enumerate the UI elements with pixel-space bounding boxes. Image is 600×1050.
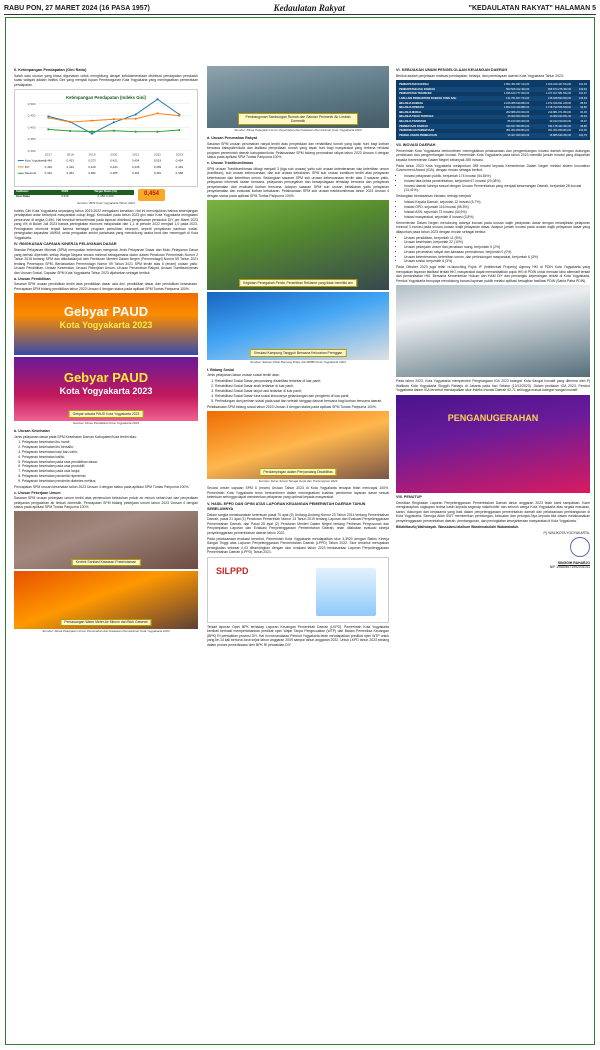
finance-cell: 262.888.200.000,00	[506, 110, 530, 114]
paud-banner-label: Gebyar wisuda PAUD Kota Yogyakarta 2023	[69, 410, 144, 417]
health-list	[14, 440, 198, 483]
chart-data-label: 0,459	[153, 164, 162, 169]
chart-x-tick: 2021	[132, 152, 140, 157]
chart-legend-label: DIY	[24, 164, 30, 169]
chart-legend-label: Kota Yogyakarta	[24, 158, 46, 163]
chart-data-label: 0,423	[66, 158, 74, 163]
sosial-item: 3. Rehabilitasi Sosial Dasar lanjut usia terlantar di luar panti;	[215, 389, 389, 393]
chart-x-tick: 2017	[44, 152, 52, 157]
chart-data-label: 0,388	[175, 171, 183, 176]
chart-data-label: 0,446	[44, 158, 53, 163]
photo-simulasi	[207, 292, 389, 360]
heading-gini: 6. Ketimpangan Pendapatan (Gini Ratio)	[14, 68, 87, 72]
paud-banner-2-title: Gebyar PAUD	[63, 369, 149, 385]
chart-y-tick: 0,400	[27, 125, 36, 130]
inovasi-list	[396, 174, 590, 193]
gini-ratio-table	[14, 190, 134, 200]
finance-cell: 99,86	[580, 124, 587, 128]
gini-table-h0: Indikator	[16, 189, 29, 194]
para-inovasi-3: Sedangkan berdasarkan inisiator, terbagi menjadi:	[396, 194, 472, 199]
finance-cell: BELANJA DAERAH	[399, 101, 424, 105]
finance-cell: BELANJA MODAL	[399, 110, 422, 114]
signature-block	[396, 531, 590, 570]
chart-data-label: 0,382	[88, 171, 96, 176]
finance-cell: 351.064.059.804,00	[548, 129, 572, 133]
source-pu: Sumber: Dinas Pekerjaan Umum Perumahan dan Kawasan Permukiman Kota Yogyakarta 2023	[42, 629, 170, 634]
finance-cell: 92,80	[580, 106, 587, 110]
source-satpol: Sumber: Satuan Polisi Pamong Praja, dan BPBD Kota Yogyakarta 2023	[250, 359, 346, 364]
inovasi-item: • Inovasi pelayanan publik, berjumlah 174 inovasi (54,54%)	[404, 174, 590, 178]
chart-x-tick: 2023	[175, 152, 183, 157]
finance-cell: 102,93	[578, 96, 587, 100]
finance-cell: 2.226.088.639.880,00	[503, 101, 530, 105]
chart-data-label: 0,391	[44, 171, 53, 176]
chart-data-label: 0,385	[110, 171, 118, 176]
chart-series-line	[48, 99, 179, 133]
finance-cell: 334.637.059.804,00	[506, 124, 530, 128]
paud-banner-1-sub: Kota Yogyakarta 2023	[59, 319, 153, 330]
finance-cell: 1.972.949.991.268,00	[545, 101, 572, 105]
photo-sanitasi	[14, 511, 198, 569]
health-item: 3. Pelayanan kesehatan bayi baru lahir;	[22, 450, 198, 454]
gini-table-c1: 0,519	[61, 194, 69, 199]
finance-cell: 131.761.607.744,00	[506, 96, 530, 100]
para-spm: Standar Pelayanan Minimal (SPM) merupakan ketentuan mengenai Jenis Pelayanan Dasar dan Mutu Pelayanan Dasar yang berhak diperoleh setiap Warga Negara secara minimal sebagaimana diatur dalam Peraturan Pemerintah Nomor 2 Tahun 2018 tentang SPM dan ditindaklanjuti oleh Peraturan Menteri Dalam Negeri (Permendagri) Nomor 59 Tahun 2021 tentang Penerapan SPM. Berdasarkan Permendagri Nomor 59 Tahun 2021 SPM terdiri atas 6 (enam) urusan yaitu: Urusan Pendidikan, Urusan Kesehatan, Urusan Pekerjaan Umum, Urusan Perumahan Rakyat, Urusan Trantibumlinmas dan Urusan Sosial. Capaian SPM Kota Yogyakarta Tahun 2023 dijabarkan sebagai berikut:	[14, 248, 198, 275]
chart-data-label: 0,428	[88, 164, 96, 169]
sign-stamp	[570, 537, 590, 557]
chart-point	[91, 120, 93, 122]
finance-cell: 101,03	[578, 83, 587, 87]
chart-data-label: 0,381	[132, 171, 140, 176]
finance-cell: 102,79	[578, 133, 587, 137]
para-inovasi-2: Pada tahun 2023 Kota Yogyakarta melaporkan 285 inovasi kepada Kementerian Dalam Negeri melalui sistem Innovation Government Award (IGA), dengan rincian sebagai berikut:	[396, 163, 590, 173]
heading-pendidikan: a. Urusan Pendidikan	[14, 276, 51, 281]
paud-banner-2	[14, 357, 198, 421]
chart-x-tick: 2020	[110, 152, 118, 157]
photo-sambungan	[207, 66, 389, 128]
chart-data-label: 0,436	[132, 164, 140, 169]
para-pu: Sasaran SPM urusan pekerjaan umum terdiri atas pemenuhan kebutuhan pokok air minum sehari-hari dan penyediaan pelayanan pengolahan air limbah domestik. Pencapaian SPM bidang pekerjaan umum tahun 2023 Urusan 4 dengan status pada aplikasi SPM Tuntas Paripurna 100%.	[14, 496, 198, 510]
inisiator-list	[396, 200, 590, 219]
chart-point	[156, 98, 158, 100]
gini-badge: 0,454	[138, 189, 165, 201]
heading-kesehatan: b. Urusan Kesehatan	[14, 428, 50, 433]
chart-data-label: 0,421	[110, 158, 118, 163]
chart-series-line	[48, 113, 179, 122]
photo-iga-group	[396, 285, 590, 377]
finance-cell: 35,07	[580, 119, 587, 123]
urusan-list	[396, 236, 590, 264]
para-gini-2: Indeks Gini Kota Yogyakarta sepanjang tahun 2019-2022 mengalami kenaikan. Hal ini menunjukkan bahwa kesenjangan pendapatan antar kelompok masyarakat cukup tinggi. Kemudian pada tahun 2023 gini rasio Kota Yogyakarta mengalami penurunan di angka 0,454. Hal tersebut terkonfirmasi pada laporan distribusi pengeluaran penduduk DIY per Maret 2023 yang 4% di Bulan Juli 2023 bahwa peningkatan ekonomi masyarakat dari 1,1 di periode 2022 menjadi 1,0 pada 2023. Peningkatan ekonomi terjadi karena berbagai program pemulihan ekonomi, seperti penyaluran bantuan sosial, peningkatan kapasitas UMKM, serta penguatan sektor pariwisata yang mendukung usaha kecil dan menengah di Kota Yogyakarta.	[14, 208, 198, 240]
finance-cell: 135.628.590.500,00	[548, 96, 572, 100]
header-masthead: Kedaulatan Rakyat	[273, 2, 345, 13]
column-right	[396, 66, 590, 570]
para-spm-summary: Secara umum capaian SPM 6 (enam) Urusan Tahun 2023 di Kota Yogyakarta tercapai telah mencapai 100%. Pemerintah Kota Yogyakarta terus berkomitmen dalam meningkatkan kualitas pemberian layanan dasar sesuai ketentuan sehingga dapat memberikan pelayanan yang optimal kepada masyarakat.	[207, 486, 389, 500]
gini-table	[14, 189, 198, 201]
finance-cell: 40,33	[580, 115, 587, 119]
chart-point	[178, 115, 180, 117]
chart-data-label: 0,454	[132, 158, 140, 163]
finance-cell: 100,49	[578, 87, 587, 91]
finance-cell: 1.107.917.581.592,00	[545, 92, 572, 96]
chart-point	[69, 130, 71, 132]
finance-table	[398, 82, 588, 137]
finance-row	[398, 133, 588, 138]
chart-x-tick: 2019	[88, 152, 96, 157]
column-middle	[207, 66, 389, 649]
health-item: 9. Pelayanan kesehatan penderita diabetes melitus;	[22, 479, 198, 483]
finance-cell: 666.674.275.452,00	[548, 87, 572, 91]
chart-data-label: 0,422	[66, 164, 74, 169]
urusan-item: • Urusan pekerjaan umum dan penataan ruang, berjumlah 5 (2%)	[404, 245, 590, 249]
health-item: 2. Pelayanan kesehatan ibu bersalin;	[22, 445, 198, 449]
finance-cell: 10.082.044.651,00	[549, 115, 572, 119]
para-inovasi-5: Pada Oktober 2023 juga telah re-launching Pojok IP (Intellectual Property) Agency HKI di PDIN Kota Yogyakarta yang merupakan layanan fasilitasi terkait HKI, masyarakat dapat memanfaatkan pojok HKI di PDIN untuk mencari tahu alternatif terkait dari pemanfaatan HKI. Bersama Kementerian Hukum dan HAM DIY dan pemangku kepentingan terkait di Kota Yogyakarta, Pemkot Yogyakarta berupaya mendukung inovasi layanan publik melalui aplikasi kewajiban fasilitasi PDIN (Satria Patra PDIN).	[396, 265, 590, 283]
chart-point	[47, 128, 49, 130]
inisiator-item: • Inisiasi Kepala Daerah, sejumlah 12 inovasi (5,7%)	[404, 200, 590, 204]
sign-title: Pj. WALIKOTA YOGYAKARTA,	[543, 530, 590, 535]
source-dpu: Sumber: Dinas Pekerjaan Umum Perumahan dan Kawasan Permukiman Kota Yogyakarta 2023	[234, 128, 362, 132]
heading-keuangan: VI. KEBIJAKAN UMUM PENGELOLAAN KEUANGAN DAERAH	[396, 68, 508, 72]
chart-y-tick: 0,450	[27, 113, 36, 118]
health-item: 1. Pelayanan kesehatan ibu hamil;	[22, 440, 198, 444]
photo-disabilitas	[207, 411, 389, 479]
photo-penertiban-label: Kegiatan Penegakan Perda, Penertiban Reklame yang tidak memiliki izin	[239, 279, 357, 286]
finance-cell: 351.064.059.804,00	[506, 129, 530, 133]
photo-water-meter-label: Pemasangan Water Meter Air Minum dan Blok Gaweah	[60, 619, 151, 626]
finance-cell: 1.910.220.447.544,00	[545, 83, 572, 87]
chart-y-tick: 0,350	[27, 137, 36, 142]
chart-point	[156, 131, 158, 133]
chart-data-label: 0,519	[153, 158, 162, 163]
para-perumahan: Sasaran SPM urusan perumahan rakyat terdiri atas penyediaan dan rehabilitasi rumah yang layak huni bagi korban bencana kabupaten/kota dan fasilitasi penyediaan rumah yang layak huni bagi masyarakat yang terkena relokasi program pemerintah daerah kabupaten/kota. Pelaksanaan SPM bidang perumahan rakyat tahun 2023 Urusan 4 dengan status pada aplikasi SPM Tuntas Paripurna 100%.	[207, 141, 389, 160]
finance-cell: 663.526.312.400,00	[506, 87, 530, 91]
photo-sanitasi-label: Kerbek Sanitasi Kawasan Prawirotaman	[72, 559, 141, 566]
para-eppd-2: Pada pelaksanaan evaluasi tersebut, Pemerintah Kota Yogyakarta mendapatkan skor 3,3920 dengan Status Kinerja Sangat Tinggi atas Laporan Penyelenggaraan Pemerintahan Daerah (LPPD) Tahun 2022. Skor tersebut merupakan peningkatan sebesar 0,03 dibandingkan dengan skor evaluasi tahun 2023 berdasarkan Laporan Penyelenggaraan Pemerintahan Daerah (LPPD) Tahun 2021.	[207, 536, 389, 555]
chart-data-label: 0,449	[175, 164, 183, 169]
inovasi-item: • Inovasi daerah lainnya sesuai dengan Urusan Pemerintahan yang menjadi kewenangan Daerah, berjumlah 28 inovasi (13,41%).	[404, 184, 590, 193]
sosial-list	[207, 379, 389, 403]
chart-point	[113, 118, 115, 120]
finance-cell: BELANJA TIDAK TERDUGA	[399, 115, 434, 119]
chart-legend-label: Nasional	[24, 171, 37, 176]
chart-y-tick: 0,500	[27, 101, 36, 106]
para-inovasi-4: Kementerian Dalam Negeri mendorong adanya inovasi pada urusan wajib pelayanan dasar dengan mewajibkan pelaporan minimal 3 inovasi pada urusan-urusan wajib pelayanan dasar. Adapun jumlah inovasi pada urusan wajib pelayanan dasar yang dilaporkan pada tahun 2023 dengan rincian sebagai berikut:	[396, 220, 590, 234]
photo-water-meter	[14, 571, 198, 629]
chart-point	[69, 121, 71, 123]
health-item: 8. Pelayanan kesehatan penderita hipertensi;	[22, 474, 198, 478]
paud-banner-1	[14, 293, 198, 355]
photo-disabilitas-label: Pendampingan dalam Penyandang Disabilitas	[259, 468, 336, 475]
chart-data-label: 0,434	[110, 164, 118, 169]
photo-award	[396, 395, 590, 493]
header-date: RABU PON, 27 MARET 2024 (16 PASA 1957)	[4, 4, 150, 12]
finance-table-wrap	[396, 80, 590, 139]
photo-sambungan-label: Pembangunan Sambungan Rumah dan Saluran Perimeter Air Limbah Domestik	[238, 113, 358, 125]
finance-cell: 16.427.000.000,00	[507, 133, 530, 137]
para-kesehatan: Jenis pelayanan dasar pada SPM Kesehatan Daerah Kabupaten/Kota terdiri atas:	[14, 434, 137, 439]
urusan-item: • Urusan ketenteraman, ketertiban umum, dan perlindungan masyarakat, berjumlah 6 (3%)	[404, 255, 590, 259]
gini-table-c2: 0,450-0,460	[97, 194, 114, 199]
inovasi-item: • Inovasi tata kelola pemerintahan, berjumlah 67 inovasi (20,08%)	[404, 179, 590, 183]
chart-point	[113, 121, 115, 123]
heading-inovasi: VII. INOVASI DAERAH	[396, 142, 436, 147]
sign-name: SINGGIH RAHARJO	[557, 560, 590, 565]
heading-sosial: f. Bidang Sosial	[207, 367, 234, 372]
para-sosial: Jenis pelayanan dasar urusan sosial terdiri atas:	[207, 373, 280, 378]
inisiator-item: • Inisiasi masyarakat, sejumlah 8 inovasi (3,8%)	[404, 215, 590, 219]
para-kesehatan-2: Pencapaian SPM urusan kesehatan tahun 2023 Urusan 4 dengan status pada aplikasi SPM Tuntas Paripurna 100%.	[14, 484, 190, 489]
sosial-item: 4. Rehabilitasi Sosial Dasar tuna sosial khususnya gelandangan dan pengemis di luar panti;	[215, 394, 389, 398]
source-sosial: Sumber: Dinas Sosial Tenaga Kerja dan Transmigrasi 2023	[258, 478, 338, 483]
health-item: 7. Pelayanan kesehatan pada usia lanjut;	[22, 469, 198, 473]
sign-nip: NIP 196808171992031011	[549, 565, 590, 570]
finance-cell: 30.193.019.000,00	[549, 119, 572, 123]
chart-data-label: 0,373	[88, 158, 96, 163]
chart-data-label: 0,384	[66, 171, 74, 176]
para-sosial-2: Pelaksanaan SPM bidang sosial tahun 2023 Urusan 4 dengan status pada aplikasi SPM Tuntas Paripurna 100%.	[207, 404, 377, 409]
para-pendidikan: Sasaran SPM urusan pendidikan terdiri atas pendidikan dasar usia dini, pendidikan dasar, dan pendidikan kesetaraan. Pencapaian SPM bidang pendidikan tahun 2023 Urusan 4 dengan status pada aplikasi SPM Tuntas Paripurna 100%.	[14, 282, 198, 291]
finance-cell: LAIN-LAIN PENDAPATAN DAERAH YANG SAH	[399, 96, 457, 100]
para-inovasi: Pemerintah Kota Yogyakarta berkomitmen meningkatkan pelaksanaan dan pengembangan inovasi daerah dengan dukungan pembinaan dan pengembangan inovasi. Pemerintah Kota Yogyakarta pada tahun 2023 memiliki jumlah inovasi yang dilaporkan kepada Kementerian Dalam Negeri sebanyak 285 inovasi.	[396, 148, 590, 162]
chart-x-tick: 2018	[66, 152, 74, 157]
closing-salam: Billahittaufiq Walhidayah. Wassalamu'alaikum Warahmatullahi Wabarakatuh.	[396, 524, 520, 529]
inisiator-item: • Inisiasi OPD, sejumlah 116 inovasi (55,5%)	[404, 205, 590, 209]
health-item: 6. Pelayanan kesehatan pada usia produktif;	[22, 464, 198, 468]
para-gini: Salah satu ukuran yang biasa digunakan untuk menghitung derajat ketidakmerataan distribusi pendapatan penduduk suatu wilayah adalah Indeks Gini yang menjadi tujuan Pembangunan Kota Yogyakarta yang meningkatkan pemerataan pendapatan.	[14, 74, 198, 87]
chart-data-label: 0,440	[44, 164, 53, 169]
heading-trantibum: e. Urusan Trantibumlinmas	[207, 161, 254, 166]
heading-spm: IV. RINGKASAN CAPAIAN KINERJA PELAYANAN DASAR	[14, 242, 117, 247]
para-penutup: Demikian Ringkasan Laporan Penyelenggaraan Pemerintahan Daerah tahun anggaran 2023 telah kami sampaikan. Kami mengharapkan ungkapan terima kasih kepada segenap stakeholder dan seluruh warga Kota Yogyakarta atas segala masukan, saran, dukungan dan kerjasama yang baik dalam penyelenggaraan pemerintahan daerah dan pelaksanaan pembangunan di Kota Yogyakarta. Semoga Allah SWT memberikan pertolongan, kekuatan dan petunjuk-Nya kepada kita dalam melaksanakan penyelenggaraan pemerintahan daerah, pembangunan, dan peningkatan kesejahteraan masyarakat di Kota Yogyakarta.	[396, 500, 590, 523]
heading-penutup: VIII. PENUTUP	[396, 494, 422, 499]
finance-cell: 1.891.451.697.144,00	[503, 83, 530, 87]
chart-point	[91, 132, 93, 134]
silppd-panel	[207, 557, 389, 623]
chart-point	[135, 118, 137, 120]
sosial-item: 2. Rehabilitasi Sosial Dasar anak terlantar di luar panti;	[215, 384, 389, 388]
chart-point	[47, 117, 49, 119]
urusan-item: • Urusan kesehatan, berjumlah 22 (10%)	[404, 240, 590, 244]
finance-cell: 213.881.371.053,00	[548, 110, 572, 114]
chart-title: Ketimpangan Pendapatan (Indeks Gini)	[66, 94, 146, 100]
finance-cell: PENDAPATAN ASLI DAERAH	[399, 87, 435, 91]
chart-y-tick: 0,300	[27, 148, 36, 153]
chart-x-tick: 2022	[154, 152, 161, 157]
page-header	[4, 3, 596, 15]
chart-point	[178, 129, 180, 131]
finance-cell: PENDAPATAN TRANSFER	[399, 92, 432, 96]
para-inovasi-6: Pada tahun 2023, Kota Yogyakarta memperoleh Penghargaan IGA 2023 kategori Kota Sangat Inovatif yang diterima oleh Pj Walikota Kota Yogyakarta Singgih Raharjo di Jakarta pada hari Selasa (12/12/2023). Dalam penilaian IGA 2023, Pemkot Yogyakarta dalam IGA tersebut mendapatkan skor Indeks Inovasi Daerah 62,71 sehingga masuk kategori sangat inovatif.	[396, 379, 590, 393]
heading-perumahan: d. Urusan Perumahan Rakyat	[207, 135, 257, 140]
finance-cell: PEMBIAYAAN DAERAH	[399, 124, 428, 128]
paud-banner-1-title: Gebyar PAUD	[63, 303, 149, 319]
finance-cell: 86.100.000.000,00	[507, 119, 530, 123]
inisiator-item: • Inisiasi ASN, sejumlah 73 inovasi (34,9%)	[404, 210, 590, 214]
silppd-figure	[316, 568, 376, 616]
header-section: "KEDAULATAN RAKYAT" HALAMAN 5	[468, 4, 596, 12]
finance-cell: BELANJA TRANSFER	[399, 119, 427, 123]
finance-cell: 1.852.100.439.880,00	[503, 106, 530, 110]
source-pendidikan: Sumber: Dinas Pendidikan Kota Yogyakarta 2023	[73, 420, 139, 425]
finance-cell: 101,07	[578, 92, 587, 96]
source-bps: Sumber: BPS Kota Yogyakarta Tahun 2023	[77, 200, 135, 205]
chart-point	[113, 130, 115, 132]
finance-cell: PENDAPATAN DAERAH	[399, 83, 429, 87]
health-item: 5. Pelayanan kesehatan pada usia pendidikan dasar;	[22, 460, 198, 464]
finance-cell: BELANJA OPERASI	[399, 106, 424, 110]
finance-cell: 334.178.423.352,00	[548, 124, 572, 128]
chart-data-label: 0,454	[175, 158, 183, 163]
finance-cell: 1.096.163.777.000,00	[503, 92, 530, 96]
chart-point	[156, 112, 158, 114]
chart-point	[135, 113, 137, 115]
gini-table-h2: Target Ratio (%)	[94, 189, 117, 194]
urusan-item: • Urusan perumahan rakyat dan kawasan permukiman, berjumlah 0 (0%)	[404, 250, 590, 254]
paud-banner-2-sub: Kota Yogyakarta 2023	[59, 385, 153, 396]
health-item: 4. Pelayanan kesehatan balita;	[22, 455, 198, 459]
finance-cell: 81,36	[580, 110, 587, 114]
finance-cell: PENERIMAAN PEMBIAYAAN	[399, 129, 435, 133]
sosial-item: 5. Perlindungan dan jaminan sosial pada saat dan setelah tanggap darurat bencana bagi korban bencana daerah.	[215, 399, 389, 403]
award-banner-text: PENGANUGERAHAN	[447, 412, 539, 423]
finance-cell: 100,00	[578, 129, 587, 133]
urusan-item: • Urusan sosial, berjumlah 6 (3%)	[404, 259, 590, 263]
photo-penertiban	[207, 200, 389, 290]
chart-point	[135, 131, 137, 133]
gini-line-chart	[14, 89, 198, 187]
para-opini: Terkait laporan Opini BPK terhadap Laporan Keuangan Pemerintah Daerah (LKPD), Pemerintah Kota Yogyakarta kembali berhasil mempertahankan predikat opini Wajar Tanpa Pengecualian (WTP) dari Badan Pemeriksa Keuangan (BPK) RI perwakilan provinsi DIY. Hal ini menandakan Pemkot Yogyakarta telah mendapatkan predikat opini WTP untuk yang ke-14 kali berturut-turut sejak tahun anggaran 2009 sampai tahun anggaran 2022. Untuk LKPD tahun 2023 sedang dalam proses pemeriksaan oleh BPK RI perwakilan DIY.	[207, 624, 389, 647]
finance-cell: 16.885.636.452,00	[549, 133, 572, 137]
finance-cell: PENGELUARAN PEMBIAYAAN	[399, 133, 437, 137]
finance-cell: 25.000.000.000,00	[507, 115, 530, 119]
chart-data-label: 0,381	[153, 171, 162, 176]
finance-cell: 1.718.793.556.568,00	[545, 106, 572, 110]
sosial-item: 1. Rehabilitasi Sosial Dasar penyandang disabilitas terlantar di luar panti;	[215, 379, 389, 383]
para-trantibum: SPM urusan Trantibumlinmas dibagi menjadi 3 (tiga sub urusan) yaitu sub urusan ketenteraman dan ketertiban umum (trantibum), sub urusan kebencanaan, dan sub urusan kebakaran. SPM sub urusan trantibum terdiri atas pelayanan ketentraman dan ketertiban umum. Sedangkan sasaran SPM sub urusan kebencanaan terdiri atas 3 sasaran yaitu, pelayanan informasi rawan bencana, pelayanan pencegahan dan kesiapsiagaan terhadap bencana dan pelayanan penyelamatan dan evakuasi korban bencana. Adapun sasaran SPM sub urusan kebakaran yaitu pelayanan penyelamatan dan evakuasi korban kebakaran. Pelaksanaan SPM sub urusan trantibumlinmas tahun 2023 Urusan 4 dengan status pada aplikasi SPM Tuntas Paripurna 100%.	[207, 166, 389, 198]
gini-table-c0: Gini Ratio	[16, 194, 31, 199]
finance-cell: 88,63	[580, 101, 587, 105]
para-eppd: Dalam rangka melaksanakan ketentuan pasal 70 ayat (5) Undang-Undang Nomor 23 Tahun 2014 tentang Pemerintahan Daerah, pasal 21 ayat (1) Peraturan Pemerintah Nomor 13 Tahun 2019 tentang Laporan dan Evaluasi Penyelenggaraan Pemerintahan Daerah, dan Pasal 28 ayat (2) Peraturan Menteri Dalam Negeri tentang Pedoman Penyusunan dan Penyampaian Laporan dan Evaluasi Penyelenggaraan Pemerintahan Daerah, telah dilakukan evaluasi kinerja penyelenggaraan pemerintahan daerah tahun 2022.	[207, 512, 389, 535]
chart-point	[91, 130, 93, 132]
para-keuangan: Berikut adalah penjelasan realisasi pendapatan, belanja, dan pembiayaan daerah Kota Yogyakarta Tahun 2023:	[396, 74, 564, 78]
column-left	[14, 66, 198, 637]
photo-simulasi-label: Simulasi Kampung Tangguh Bencana Kelurahan Prenggan	[250, 349, 347, 356]
heading-pu: c. Urusan Pekerjaan Umum	[14, 490, 61, 495]
silppd-logo: SILPPD	[216, 565, 249, 576]
heading-eppd: V. HASIL EPPD DAN OPINI ATAS LAPORAN KEUANGAN PEMERINTAH DAERAH TAHUN SEBELUMNYA	[207, 501, 366, 511]
urusan-item: • Urusan pendidikan, berjumlah 11 (5%)	[404, 236, 590, 240]
gini-table-h1: 2023	[61, 189, 69, 194]
